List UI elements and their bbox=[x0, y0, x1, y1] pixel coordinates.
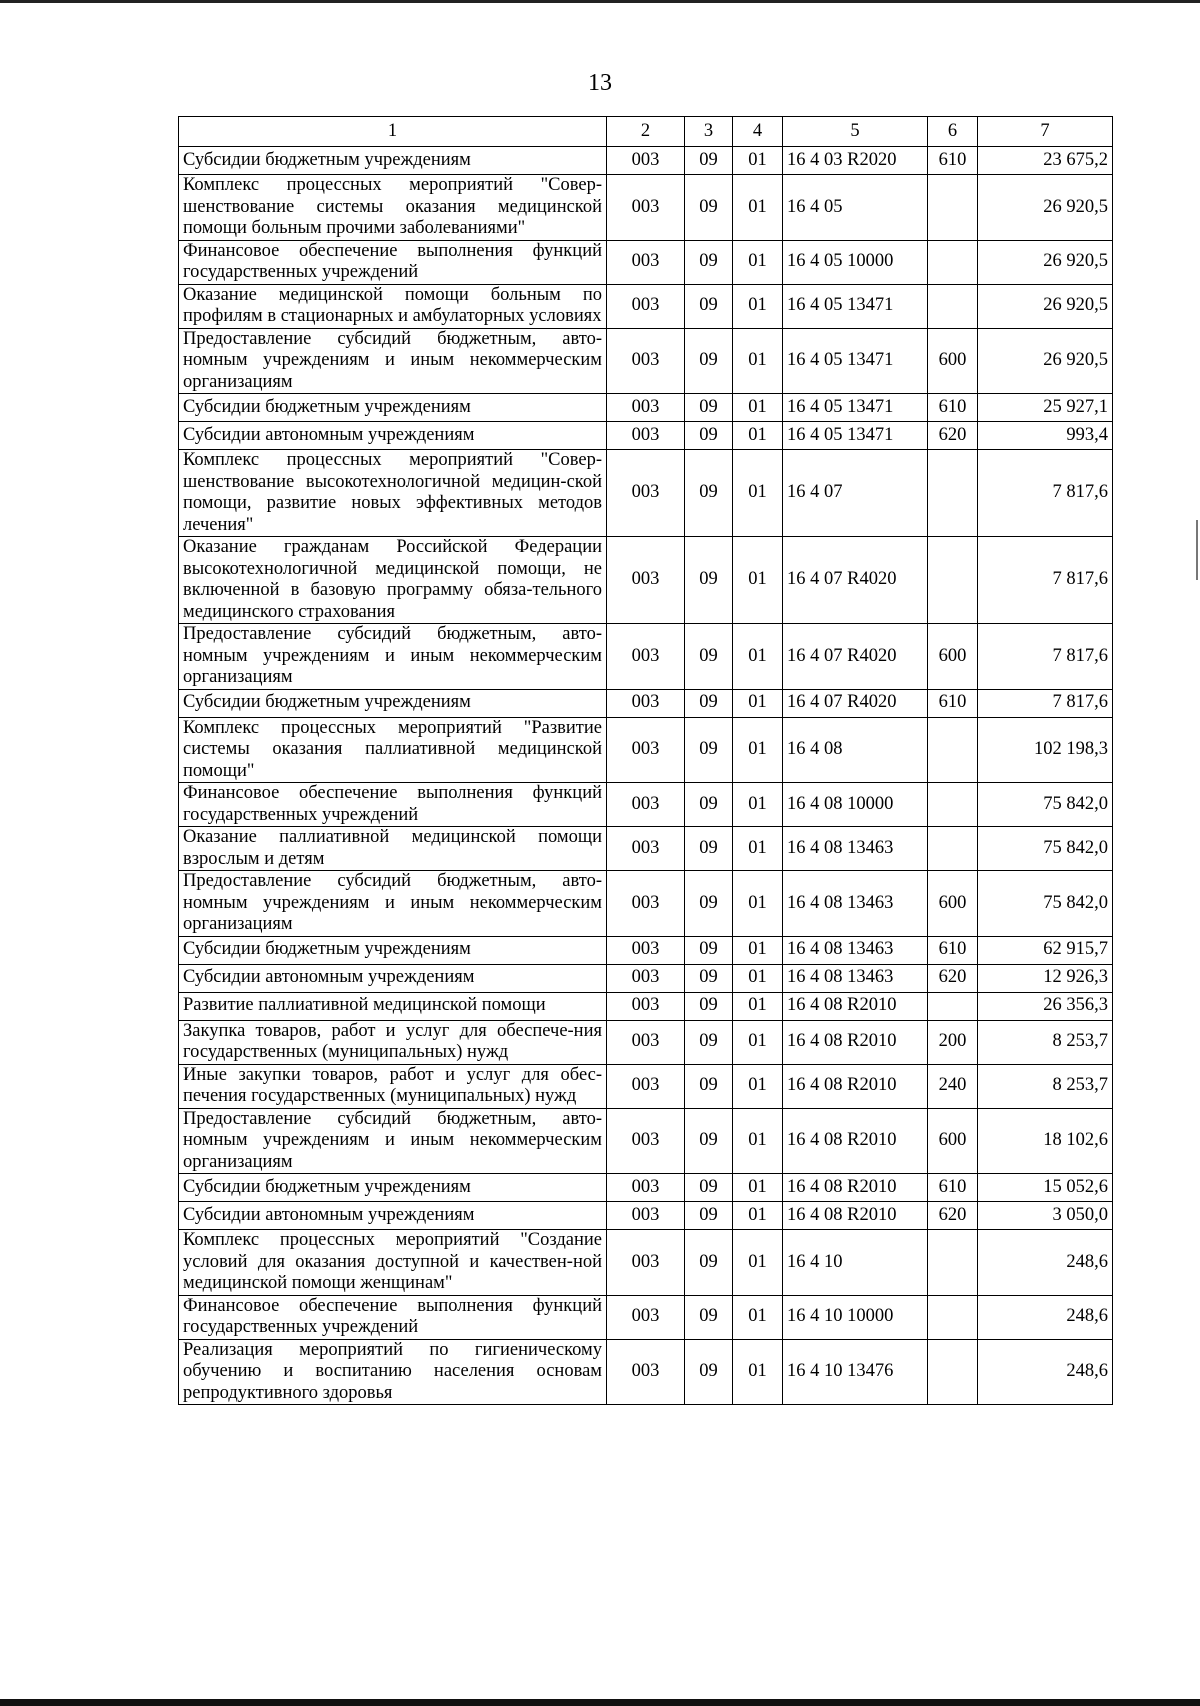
cell-target-article: 16 4 10 10000 bbox=[783, 1295, 928, 1339]
budget-table bbox=[178, 116, 1113, 1405]
cell-amount: 26 920,5 bbox=[978, 284, 1113, 328]
cell-expense-type bbox=[928, 783, 978, 827]
header-col-5: 5 bbox=[783, 117, 928, 147]
cell-amount: 8 253,7 bbox=[978, 1020, 1113, 1064]
table-row bbox=[179, 1339, 1113, 1405]
cell-subsection: 01 bbox=[733, 422, 783, 450]
cell-amount: 62 915,7 bbox=[978, 936, 1113, 964]
table-row bbox=[179, 783, 1113, 827]
cell-name: Закупка товаров, работ и услуг для обеспече-ния государственных (муниципальных) нужд bbox=[179, 1020, 607, 1064]
cell-expense-type: 610 bbox=[928, 689, 978, 717]
cell-target-article: 16 4 05 13471 bbox=[783, 284, 928, 328]
table-row bbox=[179, 689, 1113, 717]
cell-ministry: 003 bbox=[607, 717, 685, 783]
cell-subsection: 01 bbox=[733, 964, 783, 992]
table-row bbox=[179, 450, 1113, 537]
table-row bbox=[179, 147, 1113, 175]
cell-target-article: 16 4 08 13463 bbox=[783, 964, 928, 992]
cell-subsection: 01 bbox=[733, 871, 783, 937]
cell-subsection: 01 bbox=[733, 717, 783, 783]
cell-section: 09 bbox=[685, 1230, 733, 1296]
cell-section: 09 bbox=[685, 1174, 733, 1202]
cell-expense-type bbox=[928, 284, 978, 328]
cell-subsection: 01 bbox=[733, 450, 783, 537]
cell-target-article: 16 4 08 13463 bbox=[783, 936, 928, 964]
cell-target-article: 16 4 08 R2010 bbox=[783, 1108, 928, 1174]
cell-expense-type: 200 bbox=[928, 1020, 978, 1064]
cell-expense-type: 610 bbox=[928, 936, 978, 964]
cell-name: Субсидии автономным учреждениям bbox=[179, 422, 607, 450]
cell-subsection: 01 bbox=[733, 1108, 783, 1174]
cell-target-article: 16 4 08 10000 bbox=[783, 783, 928, 827]
cell-target-article: 16 4 05 13471 bbox=[783, 328, 928, 394]
cell-ministry: 003 bbox=[607, 1174, 685, 1202]
cell-target-article: 16 4 08 R2010 bbox=[783, 1020, 928, 1064]
cell-ministry: 003 bbox=[607, 422, 685, 450]
cell-section: 09 bbox=[685, 450, 733, 537]
header-col-1: 1 bbox=[179, 117, 607, 147]
cell-expense-type bbox=[928, 1295, 978, 1339]
table-row bbox=[179, 936, 1113, 964]
cell-amount: 248,6 bbox=[978, 1295, 1113, 1339]
cell-expense-type: 610 bbox=[928, 147, 978, 175]
table-body bbox=[179, 147, 1113, 1405]
cell-subsection: 01 bbox=[733, 1230, 783, 1296]
cell-name: Предоставление субсидий бюджетным, авто-номным учреждениям и иным некоммерческим организациям bbox=[179, 1108, 607, 1174]
cell-amount: 15 052,6 bbox=[978, 1174, 1113, 1202]
cell-expense-type bbox=[928, 450, 978, 537]
cell-amount: 25 927,1 bbox=[978, 394, 1113, 422]
cell-expense-type: 600 bbox=[928, 624, 978, 690]
cell-expense-type bbox=[928, 992, 978, 1020]
cell-ministry: 003 bbox=[607, 689, 685, 717]
cell-amount: 75 842,0 bbox=[978, 827, 1113, 871]
cell-subsection: 01 bbox=[733, 284, 783, 328]
cell-expense-type: 620 bbox=[928, 964, 978, 992]
cell-target-article: 16 4 10 13476 bbox=[783, 1339, 928, 1405]
table-row bbox=[179, 992, 1113, 1020]
cell-ministry: 003 bbox=[607, 175, 685, 241]
cell-name: Комплекс процессных мероприятий "Развитие системы оказания паллиативной медицинской помощи" bbox=[179, 717, 607, 783]
cell-section: 09 bbox=[685, 717, 733, 783]
cell-amount: 7 817,6 bbox=[978, 689, 1113, 717]
cell-subsection: 01 bbox=[733, 175, 783, 241]
table-row bbox=[179, 422, 1113, 450]
cell-expense-type bbox=[928, 537, 978, 624]
cell-name: Предоставление субсидий бюджетным, авто-номным учреждениям и иным некоммерческим организациям bbox=[179, 328, 607, 394]
cell-target-article: 16 4 07 bbox=[783, 450, 928, 537]
cell-name: Развитие паллиативной медицинской помощи bbox=[179, 992, 607, 1020]
cell-expense-type bbox=[928, 717, 978, 783]
cell-target-article: 16 4 05 bbox=[783, 175, 928, 241]
header-col-7: 7 bbox=[978, 117, 1113, 147]
cell-ministry: 003 bbox=[607, 450, 685, 537]
cell-amount: 18 102,6 bbox=[978, 1108, 1113, 1174]
cell-amount: 26 920,5 bbox=[978, 328, 1113, 394]
cell-subsection: 01 bbox=[733, 328, 783, 394]
header-col-4: 4 bbox=[733, 117, 783, 147]
cell-amount: 75 842,0 bbox=[978, 871, 1113, 937]
header-col-3: 3 bbox=[685, 117, 733, 147]
cell-expense-type bbox=[928, 240, 978, 284]
cell-target-article: 16 4 08 R2010 bbox=[783, 1202, 928, 1230]
cell-section: 09 bbox=[685, 936, 733, 964]
cell-section: 09 bbox=[685, 394, 733, 422]
cell-subsection: 01 bbox=[733, 783, 783, 827]
page-number: 13 bbox=[588, 70, 612, 96]
cell-section: 09 bbox=[685, 964, 733, 992]
cell-subsection: 01 bbox=[733, 1064, 783, 1108]
cell-target-article: 16 4 05 13471 bbox=[783, 394, 928, 422]
cell-name: Оказание гражданам Российской Федерации высокотехнологичной медицинской помощи, не включенной в базовую программу обяза-тельного медицинского страхования bbox=[179, 537, 607, 624]
cell-amount: 75 842,0 bbox=[978, 783, 1113, 827]
cell-target-article: 16 4 07 R4020 bbox=[783, 537, 928, 624]
cell-ministry: 003 bbox=[607, 964, 685, 992]
cell-section: 09 bbox=[685, 783, 733, 827]
cell-amount: 3 050,0 bbox=[978, 1202, 1113, 1230]
cell-ministry: 003 bbox=[607, 1020, 685, 1064]
table-row bbox=[179, 1064, 1113, 1108]
cell-amount: 7 817,6 bbox=[978, 537, 1113, 624]
cell-expense-type: 600 bbox=[928, 328, 978, 394]
cell-name: Субсидии автономным учреждениям bbox=[179, 964, 607, 992]
cell-ministry: 003 bbox=[607, 1230, 685, 1296]
cell-target-article: 16 4 07 R4020 bbox=[783, 624, 928, 690]
table-row bbox=[179, 717, 1113, 783]
table-row bbox=[179, 284, 1113, 328]
cell-section: 09 bbox=[685, 992, 733, 1020]
cell-amount: 26 356,3 bbox=[978, 992, 1113, 1020]
cell-amount: 248,6 bbox=[978, 1230, 1113, 1296]
cell-subsection: 01 bbox=[733, 1339, 783, 1405]
cell-subsection: 01 bbox=[733, 689, 783, 717]
cell-target-article: 16 4 08 R2010 bbox=[783, 992, 928, 1020]
cell-ministry: 003 bbox=[607, 394, 685, 422]
cell-section: 09 bbox=[685, 422, 733, 450]
cell-section: 09 bbox=[685, 1339, 733, 1405]
cell-expense-type: 600 bbox=[928, 1108, 978, 1174]
cell-section: 09 bbox=[685, 328, 733, 394]
table-row bbox=[179, 827, 1113, 871]
table-row bbox=[179, 240, 1113, 284]
cell-target-article: 16 4 08 13463 bbox=[783, 827, 928, 871]
cell-ministry: 003 bbox=[607, 537, 685, 624]
cell-expense-type: 600 bbox=[928, 871, 978, 937]
cell-section: 09 bbox=[685, 175, 733, 241]
cell-name: Комплекс процессных мероприятий "Создание условий для оказания доступной и качествен-ной медицинской помощи женщинам" bbox=[179, 1230, 607, 1296]
cell-section: 09 bbox=[685, 624, 733, 690]
table-row bbox=[179, 871, 1113, 937]
table-row bbox=[179, 1174, 1113, 1202]
table-row bbox=[179, 1020, 1113, 1064]
cell-ministry: 003 bbox=[607, 783, 685, 827]
cell-target-article: 16 4 08 R2010 bbox=[783, 1064, 928, 1108]
cell-target-article: 16 4 08 13463 bbox=[783, 871, 928, 937]
cell-name: Комплекс процессных мероприятий "Совер-шенствование высокотехнологичной медицин-ской помощи, развитие новых эффективных методов лечения" bbox=[179, 450, 607, 537]
table-row bbox=[179, 1295, 1113, 1339]
table-row bbox=[179, 624, 1113, 690]
cell-expense-type: 620 bbox=[928, 422, 978, 450]
cell-ministry: 003 bbox=[607, 284, 685, 328]
table-row bbox=[179, 175, 1113, 241]
cell-amount: 7 817,6 bbox=[978, 450, 1113, 537]
cell-expense-type bbox=[928, 827, 978, 871]
cell-name: Субсидии автономным учреждениям bbox=[179, 1202, 607, 1230]
cell-ministry: 003 bbox=[607, 871, 685, 937]
cell-name: Субсидии бюджетным учреждениям bbox=[179, 1174, 607, 1202]
cell-section: 09 bbox=[685, 240, 733, 284]
cell-subsection: 01 bbox=[733, 827, 783, 871]
cell-name: Иные закупки товаров, работ и услуг для обес-печения государственных (муниципальных) нужд bbox=[179, 1064, 607, 1108]
cell-ministry: 003 bbox=[607, 1108, 685, 1174]
cell-ministry: 003 bbox=[607, 240, 685, 284]
cell-expense-type bbox=[928, 175, 978, 241]
cell-subsection: 01 bbox=[733, 992, 783, 1020]
cell-subsection: 01 bbox=[733, 537, 783, 624]
cell-target-article: 16 4 07 R4020 bbox=[783, 689, 928, 717]
cell-subsection: 01 bbox=[733, 1020, 783, 1064]
cell-subsection: 01 bbox=[733, 240, 783, 284]
table-row bbox=[179, 1108, 1113, 1174]
header-row bbox=[179, 117, 1113, 147]
table-row bbox=[179, 394, 1113, 422]
table-row bbox=[179, 1230, 1113, 1296]
cell-subsection: 01 bbox=[733, 624, 783, 690]
cell-name: Оказание медицинской помощи больным по профилям в стационарных и амбулаторных условиях bbox=[179, 284, 607, 328]
cell-subsection: 01 bbox=[733, 1202, 783, 1230]
cell-target-article: 16 4 05 10000 bbox=[783, 240, 928, 284]
cell-section: 09 bbox=[685, 827, 733, 871]
cell-target-article: 16 4 08 R2010 bbox=[783, 1174, 928, 1202]
cell-ministry: 003 bbox=[607, 827, 685, 871]
cell-ministry: 003 bbox=[607, 328, 685, 394]
header-col-6: 6 bbox=[928, 117, 978, 147]
cell-amount: 7 817,6 bbox=[978, 624, 1113, 690]
cell-ministry: 003 bbox=[607, 147, 685, 175]
cell-section: 09 bbox=[685, 1295, 733, 1339]
cell-expense-type: 610 bbox=[928, 394, 978, 422]
cell-amount: 26 920,5 bbox=[978, 175, 1113, 241]
cell-name: Предоставление субсидий бюджетным, авто-номным учреждениям и иным некоммерческим организациям bbox=[179, 871, 607, 937]
cell-subsection: 01 bbox=[733, 147, 783, 175]
cell-name: Финансовое обеспечение выполнения функций государственных учреждений bbox=[179, 783, 607, 827]
cell-ministry: 003 bbox=[607, 992, 685, 1020]
cell-target-article: 16 4 08 bbox=[783, 717, 928, 783]
table-row bbox=[179, 537, 1113, 624]
cell-name: Субсидии бюджетным учреждениям bbox=[179, 936, 607, 964]
cell-subsection: 01 bbox=[733, 1295, 783, 1339]
cell-ministry: 003 bbox=[607, 1339, 685, 1405]
cell-name: Финансовое обеспечение выполнения функций государственных учреждений bbox=[179, 240, 607, 284]
cell-expense-type: 240 bbox=[928, 1064, 978, 1108]
cell-name: Субсидии бюджетным учреждениям bbox=[179, 689, 607, 717]
cell-section: 09 bbox=[685, 1108, 733, 1174]
cell-target-article: 16 4 10 bbox=[783, 1230, 928, 1296]
cell-amount: 248,6 bbox=[978, 1339, 1113, 1405]
cell-amount: 102 198,3 bbox=[978, 717, 1113, 783]
cell-name: Субсидии бюджетным учреждениям bbox=[179, 147, 607, 175]
cell-expense-type bbox=[928, 1339, 978, 1405]
cell-section: 09 bbox=[685, 1202, 733, 1230]
cell-ministry: 003 bbox=[607, 1202, 685, 1230]
cell-amount: 23 675,2 bbox=[978, 147, 1113, 175]
cell-section: 09 bbox=[685, 1064, 733, 1108]
cell-amount: 993,4 bbox=[978, 422, 1113, 450]
table-row bbox=[179, 964, 1113, 992]
table-row bbox=[179, 328, 1113, 394]
scan-edge-top bbox=[0, 0, 1200, 3]
table-row bbox=[179, 1202, 1113, 1230]
cell-section: 09 bbox=[685, 871, 733, 937]
cell-ministry: 003 bbox=[607, 936, 685, 964]
cell-subsection: 01 bbox=[733, 1174, 783, 1202]
cell-name: Предоставление субсидий бюджетным, авто-номным учреждениям и иным некоммерческим организациям bbox=[179, 624, 607, 690]
header-col-2: 2 bbox=[607, 117, 685, 147]
cell-section: 09 bbox=[685, 284, 733, 328]
cell-amount: 12 926,3 bbox=[978, 964, 1113, 992]
cell-subsection: 01 bbox=[733, 394, 783, 422]
cell-name: Оказание паллиативной медицинской помощи взрослым и детям bbox=[179, 827, 607, 871]
cell-section: 09 bbox=[685, 537, 733, 624]
cell-expense-type bbox=[928, 1230, 978, 1296]
cell-target-article: 16 4 05 13471 bbox=[783, 422, 928, 450]
scan-mark bbox=[1196, 520, 1198, 580]
cell-expense-type: 610 bbox=[928, 1174, 978, 1202]
cell-subsection: 01 bbox=[733, 936, 783, 964]
scan-edge-bottom bbox=[0, 1699, 1200, 1706]
cell-amount: 26 920,5 bbox=[978, 240, 1113, 284]
cell-section: 09 bbox=[685, 689, 733, 717]
cell-section: 09 bbox=[685, 147, 733, 175]
cell-section: 09 bbox=[685, 1020, 733, 1064]
cell-ministry: 003 bbox=[607, 624, 685, 690]
cell-amount: 8 253,7 bbox=[978, 1064, 1113, 1108]
cell-ministry: 003 bbox=[607, 1295, 685, 1339]
cell-name: Финансовое обеспечение выполнения функций государственных учреждений bbox=[179, 1295, 607, 1339]
cell-target-article: 16 4 03 R2020 bbox=[783, 147, 928, 175]
cell-expense-type: 620 bbox=[928, 1202, 978, 1230]
cell-name: Субсидии бюджетным учреждениям bbox=[179, 394, 607, 422]
cell-ministry: 003 bbox=[607, 1064, 685, 1108]
cell-name: Комплекс процессных мероприятий "Совер-шенствование системы оказания медицинской помощи больным прочими заболеваниями" bbox=[179, 175, 607, 241]
cell-name: Реализация мероприятий по гигиеническому обучению и воспитанию населения основам репродуктивного здоровья bbox=[179, 1339, 607, 1405]
